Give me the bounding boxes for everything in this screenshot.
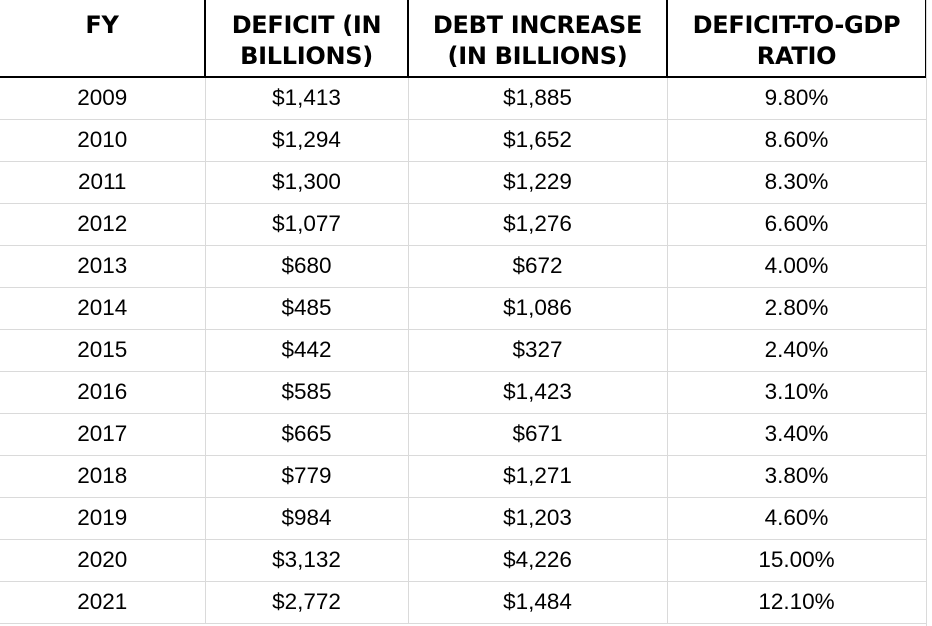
cell-debt-increase[interactable]: $1,086 <box>408 287 667 329</box>
cell-deficit-to-gdp[interactable]: 6.60% <box>667 203 926 245</box>
cell-debt-increase[interactable]: $327 <box>408 329 667 371</box>
cell-deficit-to-gdp[interactable]: 15.00% <box>667 539 926 581</box>
cell-fy[interactable]: 2019 <box>0 497 205 539</box>
cell-debt-increase[interactable]: $1,276 <box>408 203 667 245</box>
cell-deficit-to-gdp[interactable]: 8.60% <box>667 119 926 161</box>
cell-deficit[interactable]: $485 <box>205 287 408 329</box>
cell-fy[interactable]: 2009 <box>0 77 205 119</box>
cell-deficit[interactable]: $1,294 <box>205 119 408 161</box>
cell-debt-increase[interactable]: $1,484 <box>408 581 667 623</box>
cell-deficit[interactable]: $585 <box>205 371 408 413</box>
table-row <box>0 287 926 329</box>
cell-fy[interactable]: 2012 <box>0 203 205 245</box>
cell-fy[interactable]: 2016 <box>0 371 205 413</box>
cell-deficit-to-gdp[interactable]: 3.40% <box>667 413 926 455</box>
cell-fy[interactable]: 2011 <box>0 161 205 203</box>
cell-deficit[interactable]: $2,772 <box>205 581 408 623</box>
cell-deficit[interactable]: $3,132 <box>205 539 408 581</box>
cell-fy[interactable]: 2013 <box>0 245 205 287</box>
cell-deficit-to-gdp[interactable]: 4.60% <box>667 497 926 539</box>
table-row <box>0 119 926 161</box>
header-row <box>0 0 926 77</box>
table-row <box>0 497 926 539</box>
table-row <box>0 329 926 371</box>
table-row <box>0 161 926 203</box>
cell-deficit[interactable]: $665 <box>205 413 408 455</box>
table-row <box>0 539 926 581</box>
cell-deficit[interactable]: $442 <box>205 329 408 371</box>
cell-fy[interactable]: 2015 <box>0 329 205 371</box>
cell-debt-increase[interactable]: $672 <box>408 245 667 287</box>
cell-deficit[interactable]: $1,413 <box>205 77 408 119</box>
cell-deficit[interactable]: $680 <box>205 245 408 287</box>
cell-debt-increase[interactable]: $1,203 <box>408 497 667 539</box>
cell-fy[interactable]: 2017 <box>0 413 205 455</box>
cell-debt-increase[interactable]: $1,271 <box>408 455 667 497</box>
cell-fy[interactable]: 2020 <box>0 539 205 581</box>
header-cell-debt-increase[interactable]: DEBT INCREASE (IN BILLIONS) <box>408 0 667 77</box>
header-cell-deficit[interactable]: DEFICIT (IN BILLIONS) <box>205 0 408 77</box>
cell-deficit[interactable]: $1,300 <box>205 161 408 203</box>
cell-debt-increase[interactable]: $1,423 <box>408 371 667 413</box>
cell-deficit-to-gdp[interactable]: 4.00% <box>667 245 926 287</box>
cell-deficit-to-gdp[interactable]: 2.40% <box>667 329 926 371</box>
cell-debt-increase[interactable]: $4,226 <box>408 539 667 581</box>
cell-fy[interactable]: 2014 <box>0 287 205 329</box>
cell-debt-increase[interactable]: $1,229 <box>408 161 667 203</box>
header-cell-fy[interactable]: FY <box>0 0 205 77</box>
table-row <box>0 203 926 245</box>
cell-deficit-to-gdp[interactable]: 2.80% <box>667 287 926 329</box>
next-column-edge <box>926 0 932 626</box>
cell-deficit-to-gdp[interactable]: 9.80% <box>667 77 926 119</box>
table-row <box>0 455 926 497</box>
cell-deficit[interactable]: $1,077 <box>205 203 408 245</box>
cell-fy[interactable]: 2010 <box>0 119 205 161</box>
cell-deficit-to-gdp[interactable]: 3.10% <box>667 371 926 413</box>
cell-debt-increase[interactable]: $671 <box>408 413 667 455</box>
cell-fy[interactable]: 2018 <box>0 455 205 497</box>
table-row <box>0 245 926 287</box>
cell-deficit-to-gdp[interactable]: 3.80% <box>667 455 926 497</box>
cell-deficit-to-gdp[interactable]: 8.30% <box>667 161 926 203</box>
table-row <box>0 77 926 119</box>
cell-fy[interactable]: 2021 <box>0 581 205 623</box>
cell-deficit[interactable]: $779 <box>205 455 408 497</box>
cell-deficit[interactable]: $984 <box>205 497 408 539</box>
table-row <box>0 413 926 455</box>
cell-debt-increase[interactable]: $1,885 <box>408 77 667 119</box>
cell-deficit-to-gdp[interactable]: 12.10% <box>667 581 926 623</box>
table-row <box>0 581 926 623</box>
cell-debt-increase[interactable]: $1,652 <box>408 119 667 161</box>
header-cell-deficit-to-gdp[interactable]: DEFICIT-TO-GDP RATIO <box>667 0 926 77</box>
table-row <box>0 371 926 413</box>
